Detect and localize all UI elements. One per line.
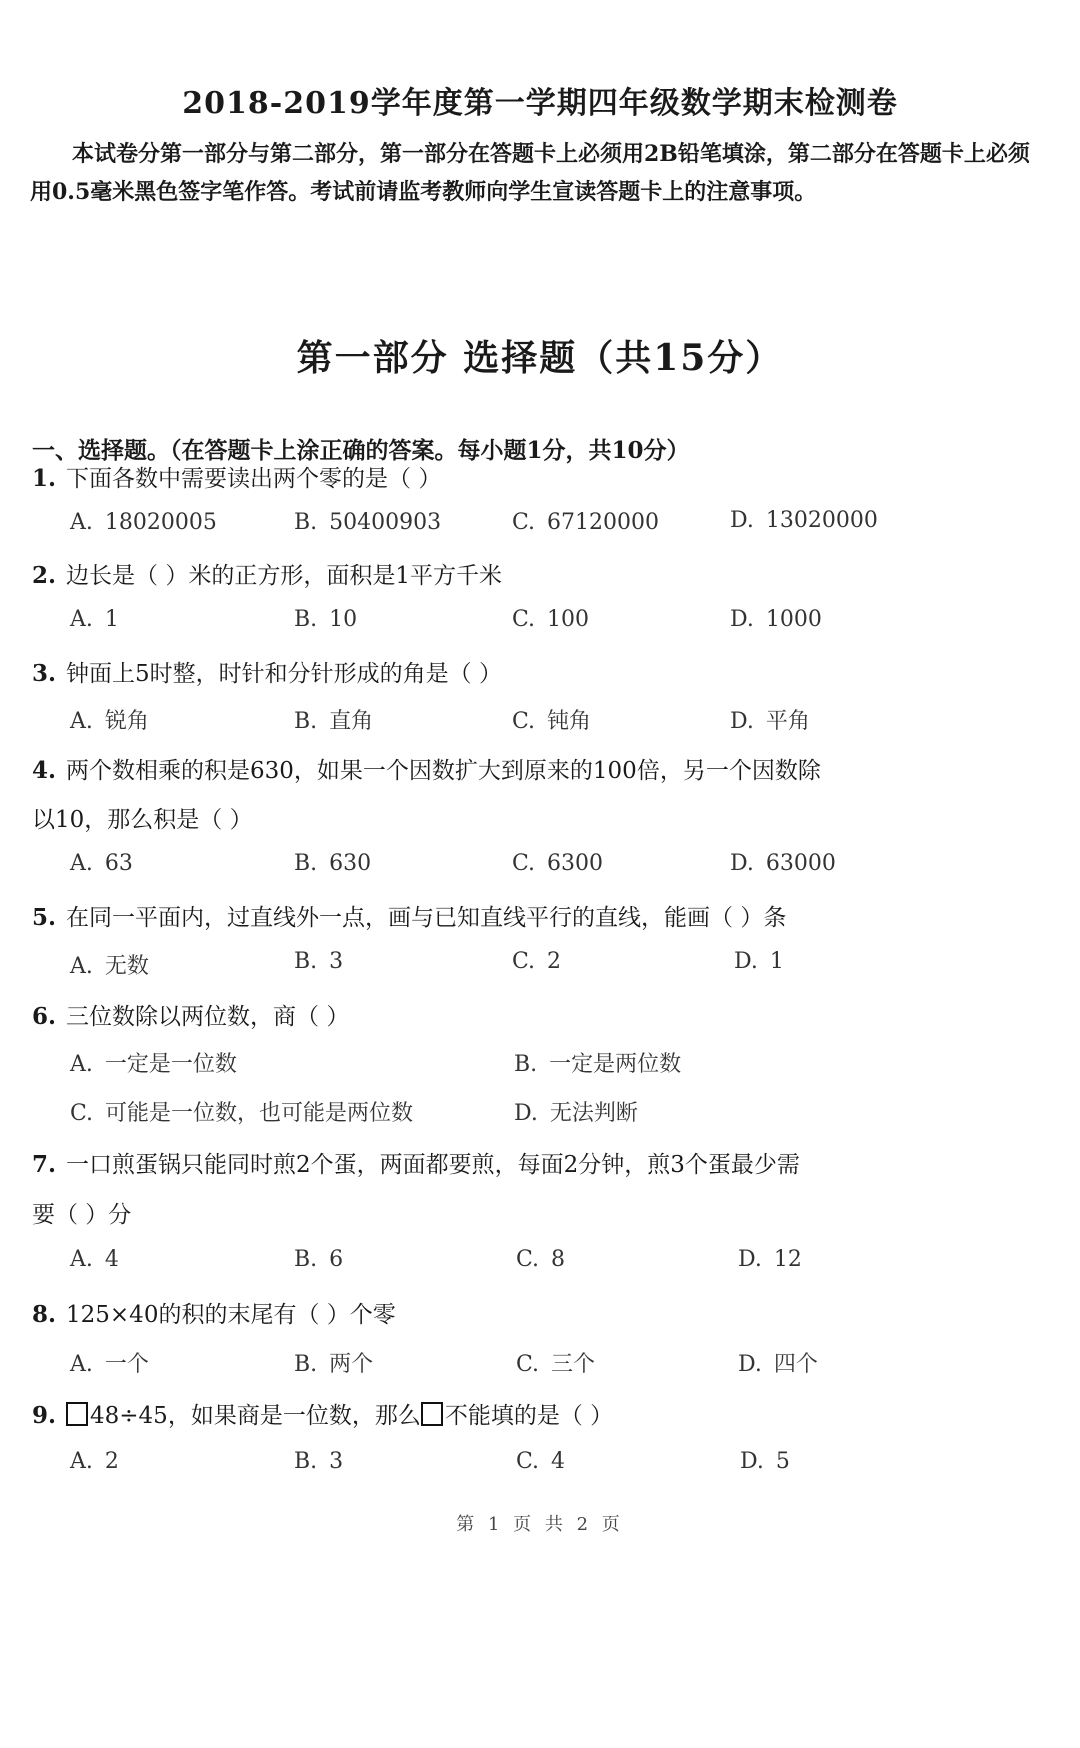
question-4: 4. 两个数相乘的积是630，如果一个因数扩大到原来的100倍，另一个因数除 xyxy=(32,757,821,784)
option-4a: A. 63 xyxy=(70,851,133,876)
question-5: 5. 在同一平面内，过直线外一点，画与已知直线平行的直线，能画（ ）条 xyxy=(32,904,787,931)
option-4c: C. 6300 xyxy=(512,851,604,876)
option-8a: A. 一个 xyxy=(70,1352,149,1377)
option-4d: D. 63000 xyxy=(730,851,836,876)
option-2a: A. 1 xyxy=(70,607,119,632)
option-7a: A. 4 xyxy=(70,1247,119,1272)
blank-box-icon xyxy=(421,1402,443,1426)
option-1b: B. 50400903 xyxy=(294,510,442,535)
option-7b: B. 6 xyxy=(294,1247,344,1272)
option-1a: A. 18020005 xyxy=(70,510,217,535)
option-3b: B. 直角 xyxy=(294,709,374,734)
option-8d: D. 四个 xyxy=(738,1352,818,1377)
option-9a: A. 2 xyxy=(70,1449,119,1474)
question-6: 6. 三位数除以两位数，商（ ） xyxy=(32,1003,350,1030)
question-4-continuation: 以10，那么积是（ ） xyxy=(32,807,253,833)
question-text: 下面各数中需要读出两个零的是（ ） xyxy=(66,466,442,492)
page-footer: 第 1 页 共 2 页 xyxy=(456,1514,624,1535)
option-2b: B. 10 xyxy=(294,607,358,632)
option-5d: D. 1 xyxy=(734,949,784,974)
option-6d: D. 无法判断 xyxy=(514,1101,638,1126)
option-1c: C. 67120000 xyxy=(512,510,660,535)
option-5c: C. 2 xyxy=(512,949,562,974)
option-9d: D. 5 xyxy=(740,1449,790,1474)
option-3a: A. 锐角 xyxy=(70,709,149,734)
exam-instructions: 本试卷分第一部分与第二部分，第一部分在答题卡上必须用2B铅笔填涂，第二部分在答题卡上必须用0.5毫米黑色签字笔作答。考试前请监考教师向学生宣读答题卡上的注意事项。 xyxy=(30,141,1030,205)
option-2d: D. 1000 xyxy=(730,607,822,632)
option-7d: D. 12 xyxy=(738,1247,802,1272)
option-6b: B. 一定是两位数 xyxy=(514,1052,682,1077)
option-5b: B. 3 xyxy=(294,949,344,974)
option-6a: A. 一定是一位数 xyxy=(70,1052,237,1077)
option-4b: B. 630 xyxy=(294,851,372,876)
question-8: 8. 125×40的积的末尾有（ ）个零 xyxy=(32,1301,396,1328)
blank-box-icon xyxy=(66,1402,88,1426)
option-1d: D. 13020000 xyxy=(730,508,878,533)
option-3c: C. 钝角 xyxy=(512,709,592,734)
question-number: 1. xyxy=(32,465,57,492)
question-3: 3. 钟面上5时整，时针和分针形成的角是（ ） xyxy=(32,660,502,687)
option-9c: C. 4 xyxy=(516,1449,566,1474)
question-1 xyxy=(32,460,441,493)
option-9b: B. 3 xyxy=(294,1449,344,1474)
question-7: 7. 一口煎蛋锅只能同时煎2个蛋，两面都要煎，每面2分钟，煎3个蛋最少需 xyxy=(32,1151,800,1178)
option-3d: D. 平角 xyxy=(730,709,810,734)
option-6c: C. 可能是一位数，也可能是两位数 xyxy=(70,1101,414,1126)
question-2: 2. 边长是（ ）米的正方形，面积是1平方千米 xyxy=(32,562,502,589)
option-7c: C. 8 xyxy=(516,1247,566,1272)
option-2c: C. 100 xyxy=(512,607,590,632)
option-8c: C. 三个 xyxy=(516,1352,596,1377)
question-9: 9. 48÷45，如果商是一位数，那么 不能填的是（ ） xyxy=(32,1402,614,1429)
exam-title: 2018-2019学年度第一学期四年级数学期末检测卷 xyxy=(182,86,898,121)
option-5a: A. 无数 xyxy=(70,954,149,979)
question-7-continuation: 要（ ）分 xyxy=(32,1202,132,1228)
part-title: 第一部分 选择题（共15分） xyxy=(296,337,784,379)
option-8b: B. 两个 xyxy=(294,1352,374,1377)
section-heading: 一、选择题。（在答题卡上涂正确的答案。每小题1分，共10分） xyxy=(32,437,690,464)
